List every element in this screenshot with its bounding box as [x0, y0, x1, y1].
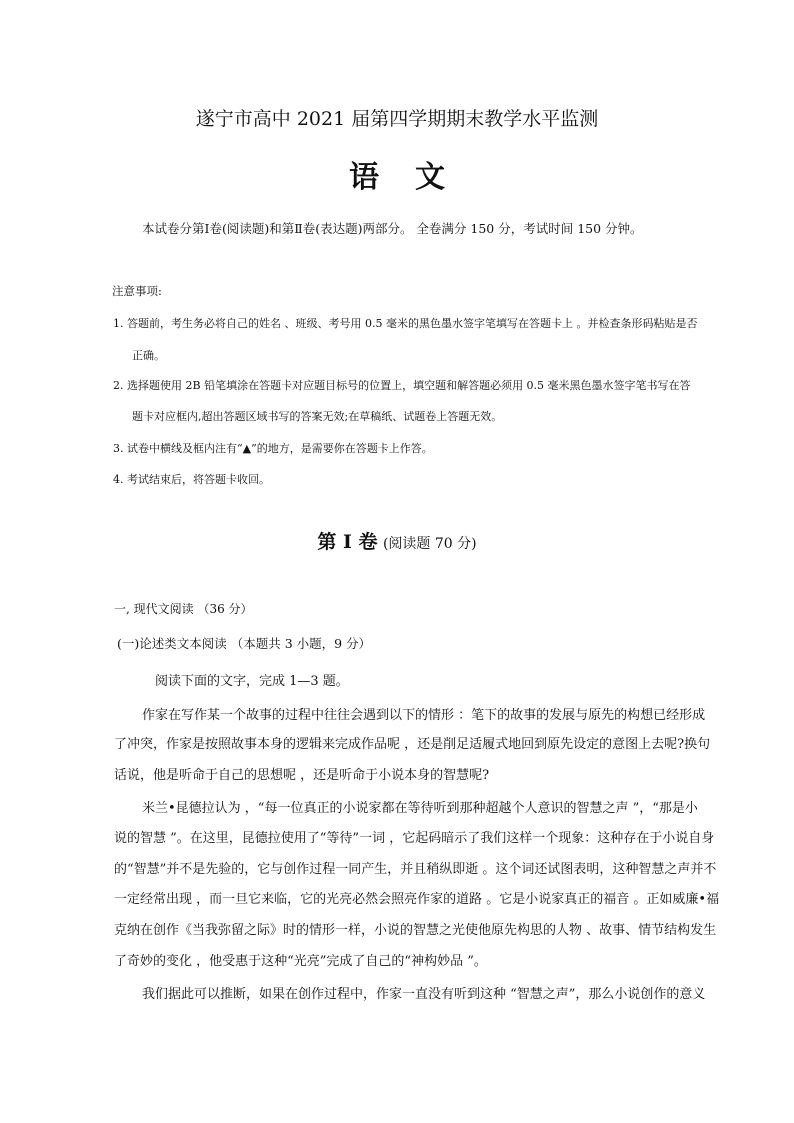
note-line: 4. 考试结束后，将答题卡收回。	[113, 473, 270, 486]
passage-line: 我们据此可以推断，如果在创作过程中，作家一直没有听到这种 “智慧之声”，那么小说创作的意义	[142, 987, 706, 1002]
passage-line: 一定经常出现 ，而一旦它来临，它的光亮必然会照亮作家的道路 。它是小说家真正的福音 。正如威廉•福	[114, 892, 720, 907]
part1-subheading: (一)论述类文本阅读 （本题共 3 小题，9 分）	[117, 636, 372, 651]
section-title: 第 Ⅰ 卷	[317, 531, 378, 553]
passage-line: 的“智慧”并不是先验的，它与创作过程一同产生，并且稍纵即逝 。这个词还试图表明，这种智慧之声并不	[114, 862, 717, 877]
section-heading	[0, 527, 794, 554]
exam-title: 遂宁市高中 2021 届第四学期期末教学水平监测	[195, 108, 599, 130]
passage-line: 作家在写作某一个故事的过程中往往会遇到以下的情形 ：笔下的故事的发展与原先的构想已经形成	[142, 708, 706, 723]
note-line: 1. 答题前，考生务必将自己的姓名 、班级、考号用 0.5 毫米的黑色墨水签字笔填写在答题卡上 。并检查条形码粘贴是否	[113, 317, 698, 330]
passage-line: 话说，他是听命于自己的思想呢 ，还是听命于小说本身的智慧呢?	[114, 768, 490, 783]
passage-line: 说的智慧 ”。在这里，昆德拉使用了“等待”一词 ，它起码暗示了我们这样一个现象：这种存在于小说自身	[114, 831, 715, 846]
part1-heading: 一, 现代文阅读 （36 分）	[114, 602, 253, 616]
subject-title: 语文	[349, 160, 481, 195]
passage-line: 了奇妙的变化 ，他受惠于这种“光亮”完成了自己的“神构妙品 ”。	[114, 954, 487, 969]
passage-line: 了冲突，作家是按照故事本身的逻辑来完成作品呢 ，还是削足适履式地回到原先设定的意图上去呢?换句	[114, 737, 711, 752]
note-line: 题卡对应框内,超出答题区域书写的答案无效;在草稿纸、试题卷上答题无效。	[132, 410, 503, 423]
note-line: 3. 试卷中横线及框内注有“▲”的地方，是需要你在答题卡上作答。	[113, 442, 433, 455]
note-line: 2. 选择题使用 2B 铅笔填涂在答题卡对应题目标号的位置上，填空题和解答题必须用 0.5 毫米黑色墨水签字笔书写在答	[113, 379, 691, 392]
passage-line: 克纳在创作《当我弥留之际》时的情形一样，小说的智慧之光使他原先构思的人物 、故事、情节结构发生	[114, 923, 717, 938]
note-line: 正确。	[132, 349, 165, 362]
passage-instruction: 阅读下面的文字，完成 1—3 题。	[155, 674, 349, 689]
notes-heading: 注意事项:	[112, 284, 162, 298]
exam-intro: 本试卷分第Ⅰ卷(阅读题)和第Ⅱ卷(表达题)两部分。 全卷满分 150 分，考试时间 150 分钟。	[142, 221, 643, 236]
passage-line: 米兰•昆德拉认为 ，“每一位真正的小说家都在等待听到那种超越个人意识的智慧之声 ”，“那是小	[142, 801, 698, 816]
section-subtitle: (阅读题 70 分)	[382, 536, 477, 552]
